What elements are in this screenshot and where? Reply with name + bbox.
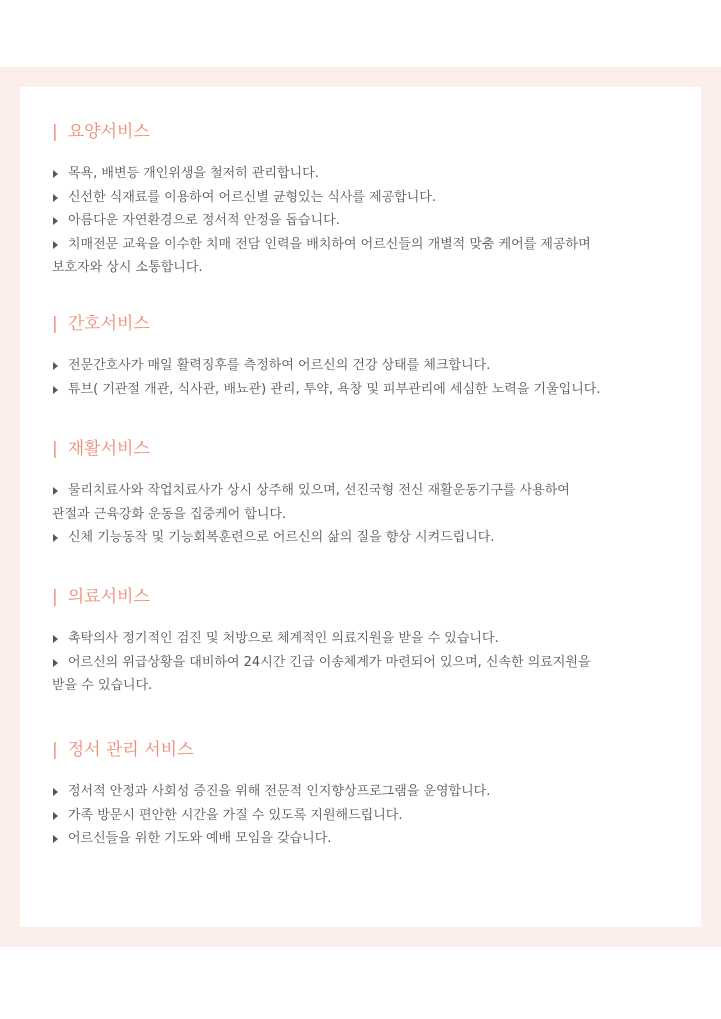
- list-item: [52, 479, 692, 526]
- section-title-text: 재활서비스: [67, 439, 150, 459]
- bullet-arrow-icon: [53, 788, 58, 796]
- service-list: [52, 162, 692, 280]
- item-text: 아름다운 자연환경으로 정서적 안정을 돕습니다.: [68, 213, 340, 228]
- service-list: [52, 479, 692, 550]
- section-care-service: [52, 120, 692, 275]
- item-text: 촉탁의사 정기적인 검진 및 처방으로 체계적인 의료지원을 받을 수 있습니다.: [68, 631, 499, 646]
- list-item: [52, 354, 692, 378]
- section-title-text: 간호서비스: [67, 314, 150, 334]
- item-text: 튜브( 기관절 개관, 식사관, 배뇨관) 관리, 투약, 욕창 및 피부관리에 세심한 노력을 기울입니다.: [68, 381, 601, 397]
- service-list: [52, 780, 692, 851]
- bullet-arrow-icon: [53, 812, 58, 820]
- bullet-arrow-icon: [53, 659, 58, 667]
- list-item: [52, 162, 692, 186]
- bullet-arrow-icon: [53, 217, 58, 225]
- item-text: 신선한 식재료를 이용하여 어르신별 균형있는 식사를 제공합니다.: [68, 189, 436, 205]
- item-text: 어르신의 위급상황을 대비하여 24시간 긴급 이송체계가 마련되어 있으며, 신속한 의료지원을: [68, 654, 591, 670]
- title-bar: |: [52, 587, 58, 607]
- title-bar: |: [52, 122, 58, 142]
- item-text-continued: 관절과 근육강화 운동을 집중케어 합니다.: [52, 506, 287, 522]
- item-text: 신체 기능동작 및 기능회복훈련으로 어르신의 삶의 질을 향상 시켜드립니다.: [68, 530, 495, 545]
- title-bar: |: [52, 439, 58, 459]
- list-item: [52, 651, 692, 698]
- item-text: 치매전문 교육을 이수한 치매 전담 인력을 배치하여 어르신들의 개별적 맞춤 케어를 제공하며: [68, 236, 591, 252]
- bullet-arrow-icon: [53, 170, 58, 178]
- section-title-text: 정서 관리 서비스: [67, 740, 194, 760]
- title-bar: |: [52, 740, 58, 760]
- list-item: [52, 209, 692, 233]
- item-text: 목욕, 배변등 개인위생을 철저히 관리합니다.: [68, 166, 319, 181]
- list-item: [52, 233, 692, 280]
- section-title: [52, 585, 692, 609]
- section-title: [52, 312, 692, 336]
- bullet-arrow-icon: [53, 487, 58, 495]
- bullet-arrow-icon: [53, 386, 58, 394]
- section-title: [52, 738, 692, 762]
- item-text: 물리치료사와 작업치료사가 상시 상주해 있으며, 선진국형 전신 재활운동기구를 사용하여: [68, 483, 570, 498]
- list-item: [52, 627, 692, 651]
- section-rehab-service: [52, 437, 692, 545]
- list-item: [52, 186, 692, 210]
- section-title-text: 요양서비스: [67, 122, 150, 142]
- section-title: [52, 120, 692, 144]
- section-medical-service: [52, 585, 692, 693]
- service-list: [52, 627, 692, 698]
- section-emotional-care-service: [52, 738, 692, 846]
- bullet-arrow-icon: [53, 835, 58, 843]
- item-text: 가족 방문시 편안한 시간을 가질 수 있도록 지원해드립니다.: [68, 807, 403, 823]
- item-text: 정서적 안정과 사회성 증진을 위해 전문적 인지향상프로그램을 운영합니다.: [68, 784, 491, 799]
- bullet-arrow-icon: [53, 194, 58, 202]
- list-item: [52, 827, 692, 851]
- item-text-continued: 보호자와 상시 소통합니다.: [52, 260, 203, 275]
- item-text: 어르신들을 위한 기도와 예배 모임을 갖습니다.: [68, 831, 332, 846]
- bullet-arrow-icon: [53, 362, 58, 370]
- bullet-arrow-icon: [53, 635, 58, 643]
- section-title-text: 의료서비스: [67, 587, 150, 607]
- title-bar: |: [52, 314, 58, 334]
- list-item: [52, 378, 692, 402]
- list-item: [52, 526, 692, 550]
- list-item: [52, 804, 692, 828]
- section-title: [52, 437, 692, 461]
- list-item: [52, 780, 692, 804]
- item-text: 전문간호사가 매일 활력징후를 측정하여 어르신의 건강 상태를 체크합니다.: [68, 358, 491, 373]
- bullet-arrow-icon: [53, 241, 58, 249]
- item-text-continued: 받을 수 있습니다.: [52, 678, 153, 693]
- service-list: [52, 354, 692, 401]
- services-card: [20, 87, 701, 927]
- bullet-arrow-icon: [53, 534, 58, 542]
- section-nursing-service: [52, 312, 692, 397]
